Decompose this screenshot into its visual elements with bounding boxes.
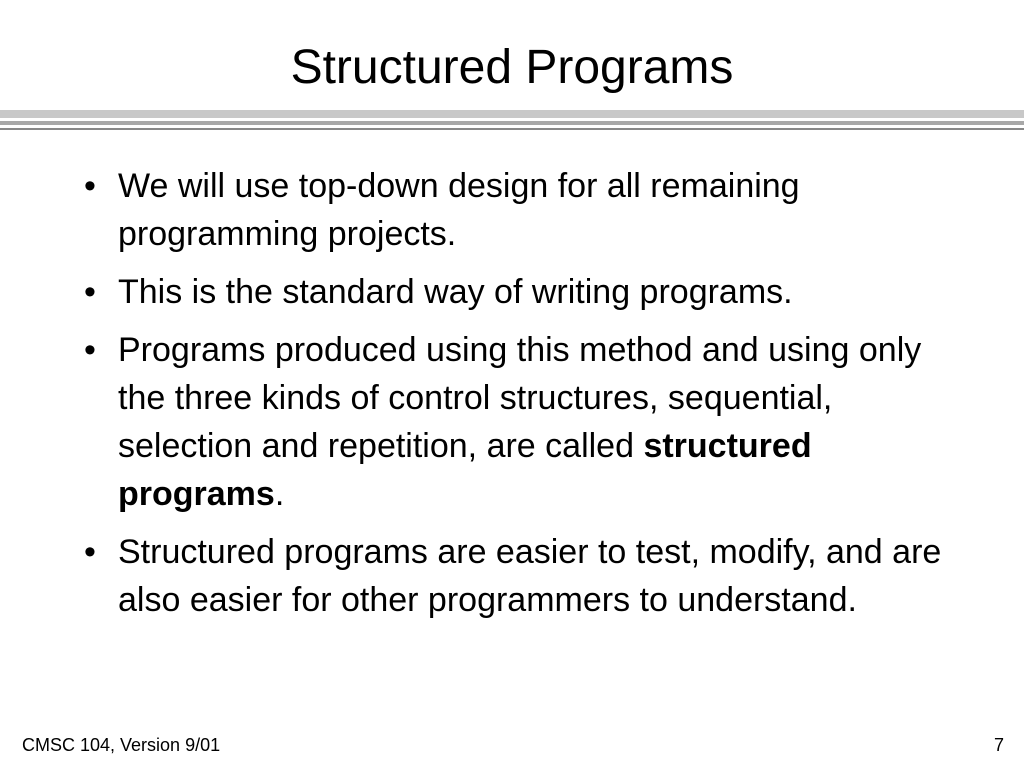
bullet-item-4: [78, 528, 958, 624]
bullet-icon: •: [84, 167, 96, 205]
footer-course-label: CMSC 104, Version 9/01: [22, 735, 221, 755]
bullet-text-1: We will use top-down design for all remaining programming projects.: [118, 167, 800, 253]
bullet-icon: •: [84, 533, 96, 571]
bullet-item-2: [78, 268, 958, 316]
bullet-text-3-bold-term: structured programs: [118, 427, 812, 513]
footer-page-number: 7: [993, 735, 1004, 755]
bullet-item-1: [78, 162, 958, 258]
bullet-icon: •: [84, 331, 96, 369]
bullet-text-3: [118, 331, 921, 513]
bullet-text-4: Structured programs are easier to test, modify, and are also easier for other programmers to understand.: [118, 533, 942, 619]
title-rule-top: [0, 110, 1024, 118]
bullet-icon: •: [84, 273, 96, 311]
bullet-text-2: This is the standard way of writing programs.: [118, 273, 793, 311]
title-rule-middle: [0, 121, 1024, 125]
bullet-list: [78, 162, 958, 634]
bullet-item-3: [78, 326, 958, 518]
title-rule-bottom: [0, 128, 1024, 130]
slide-title: Structured Programs: [290, 41, 734, 94]
bullet-text-3-before: Programs produced using this method and using only the three kinds of control structures, sequential, selection and repetition, are called: [118, 331, 922, 465]
bullet-text-3-after: .: [274, 475, 285, 513]
